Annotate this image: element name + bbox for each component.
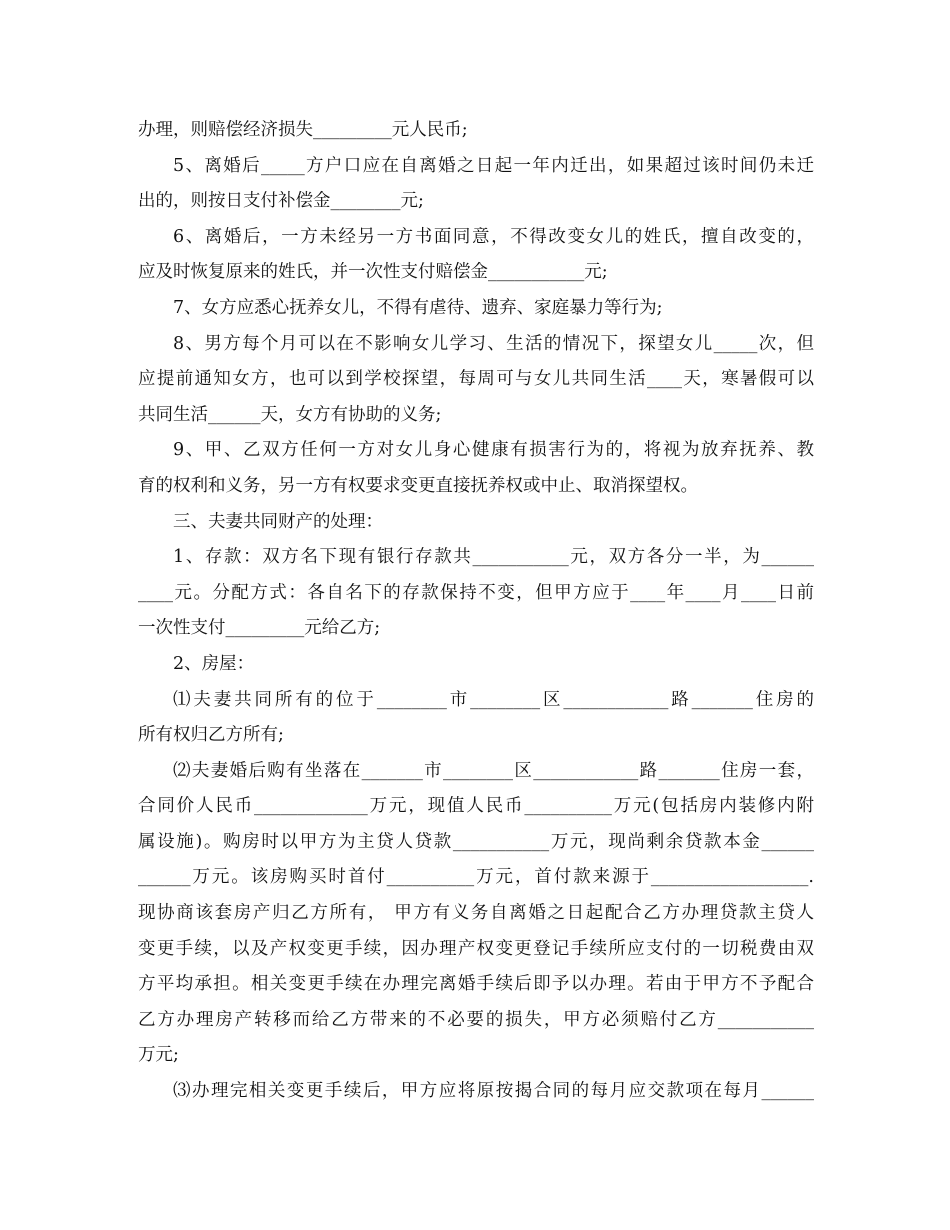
text-line: 现协商该套房产归乙方所有， 甲方有义务自离婚之日起配合乙方办理贷款主贷人 — [138, 903, 814, 924]
text-line: 变更手续，以及产权变更手续，因办理产权变更登记手续所应支付的一切税费由双 — [138, 938, 814, 959]
text-line: 6、离婚后，一方未经另一方书面同意，不得改变女儿的姓氏，擅自改变的， — [173, 226, 814, 247]
text-line: 一次性支付_________元给乙方; — [138, 618, 381, 639]
text-line: ______万元。该房购买时首付__________万元，首付款来源于__________________. — [138, 867, 814, 888]
text-line: 万元; — [138, 1045, 179, 1066]
text-line: 8、男方每个月可以在不影响女儿学习、生活的情况下，探望女儿_____次，但 — [173, 333, 814, 354]
text-line: 1、存款：双方名下现有银行存款共___________元，双方各分一半，为______ — [173, 547, 814, 568]
text-line: 应提前通知女方，也可以到学校探望，每周可与女儿共同生活____天，寒暑假可以 — [138, 369, 814, 390]
text-line: 所有权归乙方所有; — [138, 725, 284, 746]
text-line: 育的权利和义务，另一方有权要求变更直接抚养权或中止、取消探望权。 — [138, 475, 698, 496]
text-line: 7、女方应悉心抚养女儿，不得有虐待、遗弃、家庭暴力等行为; — [173, 297, 663, 318]
text-line: ⑵夫妻婚后购有坐落在_______市________区____________路_______住房一套， — [173, 760, 814, 781]
text-line: 乙方办理房产转移而给乙方带来的不必要的损失，甲方必须赔付乙方___________ — [138, 1009, 814, 1030]
document-body — [138, 113, 814, 1110]
text-line: ⑴夫妻共同所有的位于________市________区____________路_______住房的 — [173, 689, 814, 710]
text-line: 合同价人民币_____________万元，现值人民币__________万元(包括房内装修内附 — [138, 796, 814, 817]
text-line: 三、夫妻共同财产的处理： — [173, 511, 383, 532]
text-line: 共同生活______天，女方有协助的义务; — [138, 404, 442, 425]
text-line: 属设施)。购房时以甲方为主贷人贷款___________万元，现尚剩余贷款本金______ — [138, 831, 814, 852]
text-line: 9、甲、乙双方任何一方对女儿身心健康有损害行为的，将视为放弃抚养、教 — [173, 440, 814, 461]
text-line: 方平均承担。相关变更手续在办理完离婚手续后即予以办理。若由于甲方不予配合 — [138, 974, 814, 995]
text-line: ____元。分配方式：各自名下的存款保持不变，但甲方应于____年____月____日前 — [138, 582, 814, 603]
text-line: 5、离婚后_____方户口应在自离婚之日起一年内迁出，如果超过该时间仍未迁 — [173, 155, 814, 176]
text-line: ⑶办理完相关变更手续后，甲方应将原按揭合同的每月应交款项在每月______ — [173, 1081, 814, 1102]
text-line: 应及时恢复原来的姓氏，并一次性支付赔偿金___________元; — [138, 262, 608, 283]
text-line: 出的，则按日支付补偿金________元; — [138, 191, 424, 212]
text-line: 办理，则赔偿经济损失_________元人民币; — [138, 120, 468, 140]
text-line: 2、房屋： — [173, 653, 255, 674]
